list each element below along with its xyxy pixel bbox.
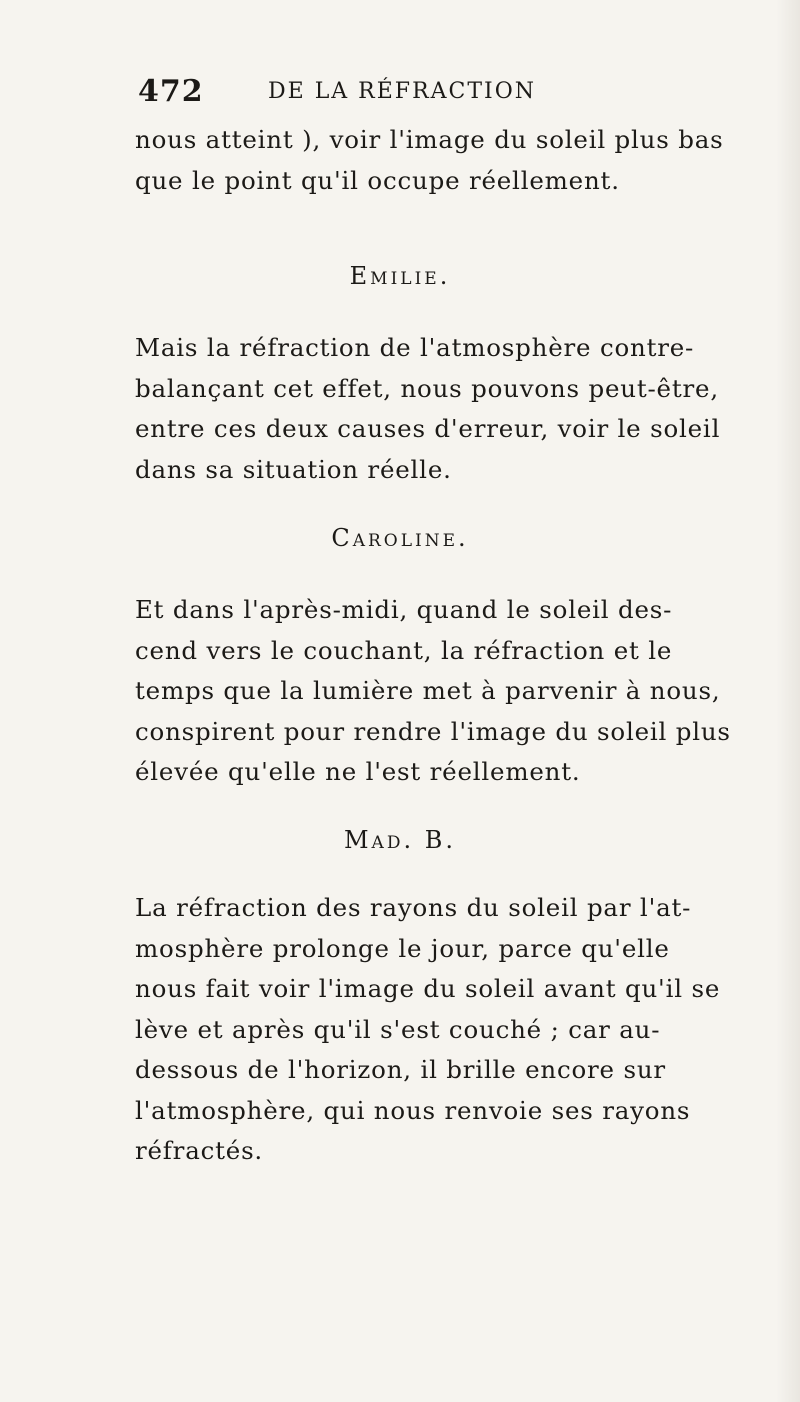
text-line: réfractés. <box>135 1136 264 1165</box>
text-line: Mais la réfraction de l'atmosphère contre- <box>135 333 695 362</box>
page-header <box>138 74 698 114</box>
paragraph-2 <box>135 328 721 490</box>
text-line: nous atteint ), voir l'image du soleil plus bas <box>135 125 724 154</box>
running-head: DE LA RÉFRACTION <box>268 79 537 104</box>
text-line: dans sa situation réelle. <box>135 454 452 484</box>
paragraph-1 <box>135 120 724 201</box>
text-line: dessous de l'horizon, il brille encore sur <box>135 1055 666 1084</box>
text-line: La réfraction des rayons du soleil par l'at- <box>135 893 692 922</box>
text-line: mosphère prolonge le jour, parce qu'elle <box>135 933 670 963</box>
text-line: Et dans l'après-midi, quand le soleil des- <box>135 595 673 624</box>
speaker-emilie: Emilie. <box>349 262 451 290</box>
text-line: nous fait voir l'image du soleil avant qu'il se <box>135 974 721 1003</box>
text-line: lève et après qu'il s'est couché ; car au- <box>135 1014 661 1044</box>
speaker-mad-b: Mad. B. <box>343 826 456 854</box>
text-line: balançant cet effet, nous pouvons peut-être, <box>135 373 719 403</box>
paragraph-4 <box>135 888 721 1172</box>
text-line: que le point qu'il occupe réellement. <box>135 165 620 195</box>
text-line: l'atmosphère, qui nous renvoie ses rayons <box>135 1095 691 1125</box>
text-line: cend vers le couchant, la réfraction et le <box>135 635 673 665</box>
text-line: entre ces deux causes d'erreur, voir le soleil <box>135 414 721 443</box>
page-number: 472 <box>138 74 204 109</box>
text-line: conspirent pour rendre l'image du soleil plus <box>135 716 731 746</box>
speaker-caroline: Caroline. <box>331 524 469 552</box>
text-line: temps que la lumière met à parvenir à nous, <box>135 676 721 705</box>
text-line: élevée qu'elle ne l'est réellement. <box>135 757 581 786</box>
paragraph-3 <box>135 590 731 793</box>
